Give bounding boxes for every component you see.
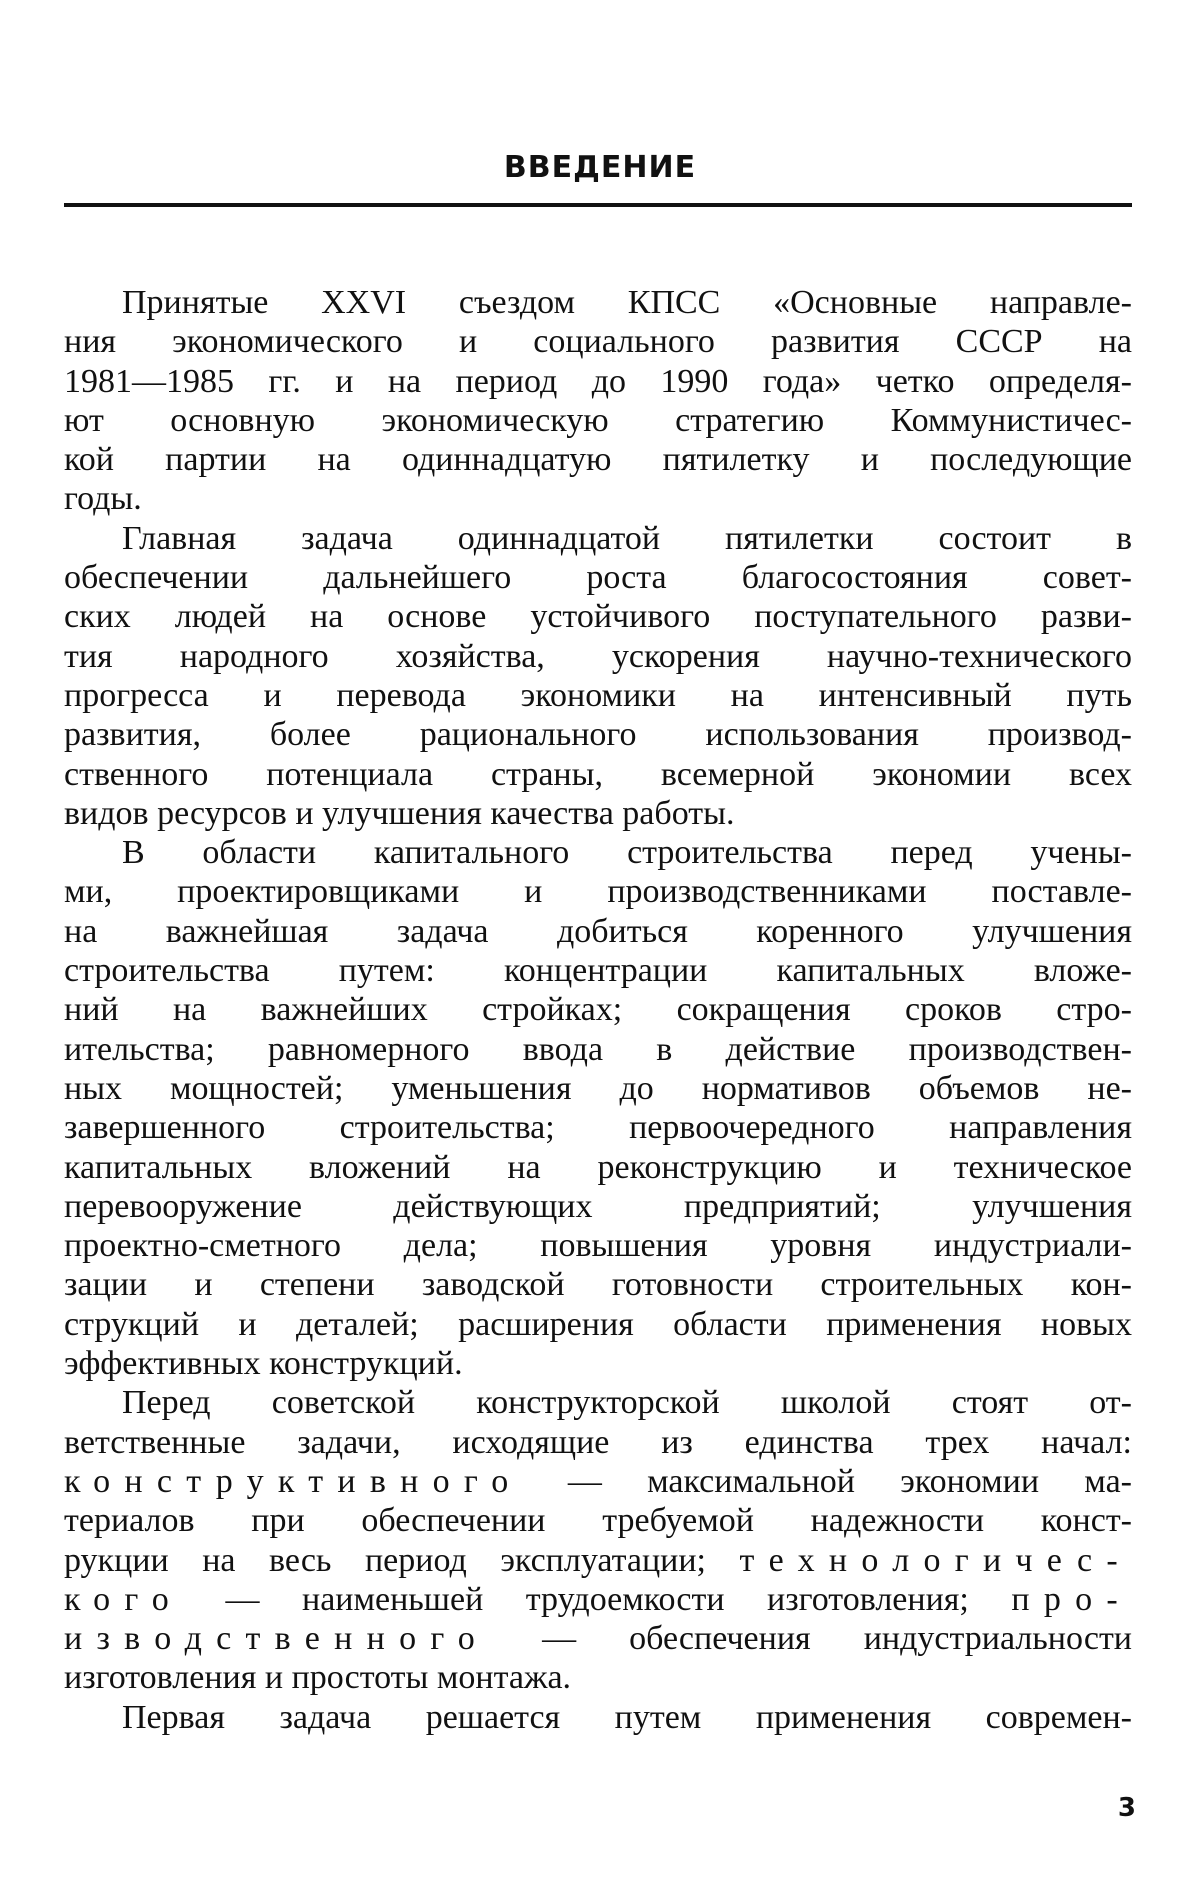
text-run: — наименьшей трудоемкости изготовления;: [183, 1580, 1012, 1618]
text-line: капитальных вложений на реконструкцию и техническое: [64, 1148, 1132, 1186]
text-line: зации и степени заводской готовности строительных кон-: [64, 1266, 1132, 1304]
chapter-heading: ВВЕДЕНИЕ: [503, 150, 697, 185]
text-run: — максимальной экономии ма-: [522, 1462, 1132, 1500]
text-line: Принятые XXVI съездом КПСС «Основные направле-: [122, 284, 1132, 321]
text-line: Главная задача одиннадцатой пятилетки состоит в: [122, 519, 1132, 557]
text-line: териалов при обеспечении требуемой надежности конст-: [64, 1502, 1132, 1540]
text-line: кой партии на одиннадцатую пятилетку и последующие: [64, 441, 1132, 479]
text-run: — обеспечения индустриальности: [489, 1620, 1132, 1658]
page-number: 3: [1117, 1793, 1136, 1823]
text-line: ния экономического и социального развития СССР на: [64, 323, 1132, 361]
text-line: ют основную экономическую стратегию Коммунистичес-: [64, 401, 1132, 439]
text-line: развития, более рационального использования производ-: [64, 716, 1132, 754]
text-line: [64, 1580, 1132, 1619]
text-run: рукции на весь период эксплуатации;: [64, 1541, 740, 1579]
spaced-term: конструктивного: [64, 1462, 523, 1500]
spaced-term: кого: [64, 1580, 184, 1618]
text-line: перевооружение действующих предприятий; улучшения: [64, 1187, 1132, 1225]
text-line: обеспечении дальнейшего роста благосостояния совет-: [64, 559, 1132, 597]
text-line: строительства путем: концентрации капитальных вложе-: [64, 952, 1132, 990]
text-line: видов ресурсов и улучшения качества работы.: [64, 794, 735, 832]
text-line: [64, 1462, 1132, 1501]
text-line: ветственные задачи, исходящие из единства трех начал:: [64, 1423, 1132, 1461]
text-line: ских людей на основе устойчивого поступательного разви-: [64, 598, 1132, 636]
text-line: годы.: [64, 480, 142, 518]
body-text: [64, 283, 1132, 1737]
text-line: Первая задача решается путем применения современ-: [122, 1698, 1132, 1736]
text-line: В области капитального строительства перед учены-: [122, 834, 1132, 872]
spaced-term: технологичес-: [739, 1541, 1132, 1579]
text-line: ительства; равномерного ввода в действие производствен-: [64, 1030, 1132, 1068]
text-line: [64, 1541, 1132, 1580]
spaced-term: про-: [1011, 1580, 1132, 1618]
text-line: Перед советской конструкторской школой стоят от-: [122, 1384, 1132, 1422]
spaced-term: изводственного: [64, 1620, 490, 1658]
text-line: прогресса и перевода экономики на интенсивный путь: [64, 676, 1132, 714]
text-line: ми, проектировщиками и производственниками поставле-: [64, 873, 1132, 911]
text-line: [64, 1619, 1132, 1658]
text-line: эффективных конструкций.: [64, 1345, 463, 1383]
text-line: изготовления и простоты монтажа.: [64, 1659, 572, 1697]
text-line: проектно-сметного дела; повышения уровня индустриали-: [64, 1227, 1132, 1265]
text-line: на важнейшая задача добиться коренного улучшения: [64, 912, 1132, 950]
heading-rule: [64, 203, 1132, 207]
text-line: ных мощностей; уменьшения до нормативов объемов не-: [64, 1069, 1132, 1107]
text-line: ственного потенциала страны, всемерной экономии всех: [64, 755, 1132, 793]
text-line: струкций и деталей; расширения области применения новых: [64, 1305, 1132, 1343]
text-line: завершенного строительства; первоочередного направления: [64, 1109, 1132, 1147]
text-line: ний на важнейших стройках; сокращения сроков стро-: [64, 991, 1132, 1029]
text-line: тия народного хозяйства, ускорения научно-технического: [64, 637, 1132, 675]
text-line: 1981—1985 гг. и на период до 1990 года» четко определя-: [64, 362, 1132, 400]
